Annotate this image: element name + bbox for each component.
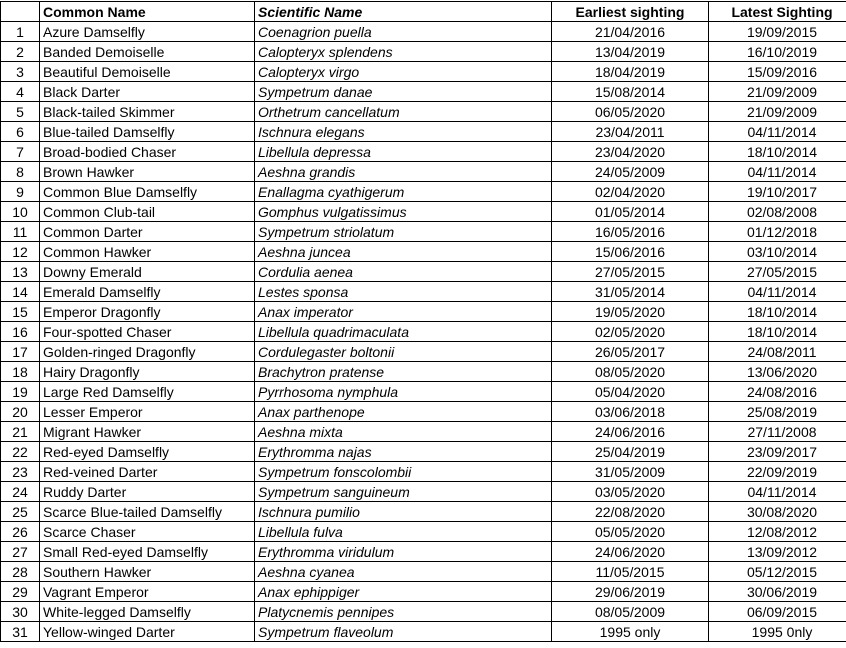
common-name-cell: Golden-ringed Dragonfly [40, 342, 255, 362]
table-row [1, 542, 846, 562]
earliest-sighting-cell: 02/05/2020 [552, 322, 709, 342]
common-name-cell: Red-veined Darter [40, 462, 255, 482]
row-number: 11 [1, 222, 40, 242]
common-name-cell: Common Club-tail [40, 202, 255, 222]
earliest-sighting-cell: 15/08/2014 [552, 82, 709, 102]
earliest-sighting-cell: 31/05/2009 [552, 462, 709, 482]
scientific-name-cell: Cordulegaster boltonii [255, 342, 552, 362]
earliest-sighting-cell: 1995 only [552, 622, 709, 642]
common-name-cell: Migrant Hawker [40, 422, 255, 442]
table-row [1, 242, 846, 262]
row-number: 21 [1, 422, 40, 442]
scientific-name-cell: Ischnura pumilio [255, 502, 552, 522]
table-row [1, 222, 846, 242]
common-name-cell: Brown Hawker [40, 162, 255, 182]
scientific-name-cell: Lestes sponsa [255, 282, 552, 302]
common-name-cell: Lesser Emperor [40, 402, 255, 422]
common-name-cell: Scarce Blue-tailed Damselfly [40, 502, 255, 522]
latest-sighting-cell: 12/08/2012 [709, 522, 846, 542]
common-name-cell: Common Hawker [40, 242, 255, 262]
common-name-cell: Large Red Damselfly [40, 382, 255, 402]
common-name-cell: Banded Demoiselle [40, 42, 255, 62]
row-number: 26 [1, 522, 40, 542]
common-name-cell: Azure Damselfly [40, 22, 255, 42]
table-row [1, 202, 846, 222]
header-scientific-name: Scientific Name [255, 2, 552, 22]
row-number: 19 [1, 382, 40, 402]
table-row [1, 342, 846, 362]
scientific-name-cell: Anax parthenope [255, 402, 552, 422]
table-row [1, 82, 846, 102]
earliest-sighting-cell: 25/04/2019 [552, 442, 709, 462]
row-number: 25 [1, 502, 40, 522]
table-body [1, 22, 846, 642]
common-name-cell: Black-tailed Skimmer [40, 102, 255, 122]
table-row [1, 182, 846, 202]
scientific-name-cell: Libellula depressa [255, 142, 552, 162]
common-name-cell: Southern Hawker [40, 562, 255, 582]
earliest-sighting-cell: 03/06/2018 [552, 402, 709, 422]
earliest-sighting-cell: 24/05/2009 [552, 162, 709, 182]
row-number: 1 [1, 22, 40, 42]
scientific-name-cell: Pyrrhosoma nymphula [255, 382, 552, 402]
common-name-cell: Downy Emerald [40, 262, 255, 282]
latest-sighting-cell: 02/08/2008 [709, 202, 846, 222]
row-number: 16 [1, 322, 40, 342]
row-number: 15 [1, 302, 40, 322]
sightings-table [0, 1, 846, 642]
row-number: 9 [1, 182, 40, 202]
row-number: 14 [1, 282, 40, 302]
scientific-name-cell: Cordulia aenea [255, 262, 552, 282]
earliest-sighting-cell: 18/04/2019 [552, 62, 709, 82]
earliest-sighting-cell: 23/04/2011 [552, 122, 709, 142]
earliest-sighting-cell: 03/05/2020 [552, 482, 709, 502]
table-row [1, 422, 846, 442]
earliest-sighting-cell: 26/05/2017 [552, 342, 709, 362]
latest-sighting-cell: 04/11/2014 [709, 282, 846, 302]
table-row [1, 482, 846, 502]
earliest-sighting-cell: 23/04/2020 [552, 142, 709, 162]
row-number: 31 [1, 622, 40, 642]
latest-sighting-cell: 24/08/2016 [709, 382, 846, 402]
latest-sighting-cell: 27/11/2008 [709, 422, 846, 442]
table-row [1, 562, 846, 582]
row-number: 27 [1, 542, 40, 562]
earliest-sighting-cell: 06/05/2020 [552, 102, 709, 122]
row-number: 3 [1, 62, 40, 82]
earliest-sighting-cell: 22/08/2020 [552, 502, 709, 522]
latest-sighting-cell: 04/11/2014 [709, 122, 846, 142]
earliest-sighting-cell: 11/05/2015 [552, 562, 709, 582]
scientific-name-cell: Anax ephippiger [255, 582, 552, 602]
common-name-cell: Black Darter [40, 82, 255, 102]
latest-sighting-cell: 01/12/2018 [709, 222, 846, 242]
latest-sighting-cell: 19/09/2015 [709, 22, 846, 42]
table-row [1, 362, 846, 382]
latest-sighting-cell: 18/10/2014 [709, 142, 846, 162]
table-row [1, 462, 846, 482]
row-number: 8 [1, 162, 40, 182]
latest-sighting-cell: 25/08/2019 [709, 402, 846, 422]
earliest-sighting-cell: 05/05/2020 [552, 522, 709, 542]
table-row [1, 42, 846, 62]
latest-sighting-cell: 04/11/2014 [709, 482, 846, 502]
table-row [1, 602, 846, 622]
row-number: 4 [1, 82, 40, 102]
scientific-name-cell: Sympetrum sanguineum [255, 482, 552, 502]
scientific-name-cell: Aeshna cyanea [255, 562, 552, 582]
latest-sighting-cell: 05/12/2015 [709, 562, 846, 582]
earliest-sighting-cell: 02/04/2020 [552, 182, 709, 202]
scientific-name-cell: Sympetrum fonscolombii [255, 462, 552, 482]
common-name-cell: Red-eyed Damselfly [40, 442, 255, 462]
scientific-name-cell: Calopteryx splendens [255, 42, 552, 62]
row-number: 24 [1, 482, 40, 502]
earliest-sighting-cell: 27/05/2015 [552, 262, 709, 282]
scientific-name-cell: Coenagrion puella [255, 22, 552, 42]
latest-sighting-cell: 30/06/2019 [709, 582, 846, 602]
row-number: 10 [1, 202, 40, 222]
table-row [1, 622, 846, 642]
row-number: 28 [1, 562, 40, 582]
table-row [1, 22, 846, 42]
scientific-name-cell: Ischnura elegans [255, 122, 552, 142]
common-name-cell: Emperor Dragonfly [40, 302, 255, 322]
scientific-name-cell: Aeshna grandis [255, 162, 552, 182]
latest-sighting-cell: 23/09/2017 [709, 442, 846, 462]
table-row [1, 522, 846, 542]
latest-sighting-cell: 22/09/2019 [709, 462, 846, 482]
earliest-sighting-cell: 19/05/2020 [552, 302, 709, 322]
scientific-name-cell: Platycnemis pennipes [255, 602, 552, 622]
latest-sighting-cell: 06/09/2015 [709, 602, 846, 622]
table-row [1, 302, 846, 322]
common-name-cell: Common Blue Damselfly [40, 182, 255, 202]
common-name-cell: Hairy Dragonfly [40, 362, 255, 382]
scientific-name-cell: Aeshna mixta [255, 422, 552, 442]
row-number: 7 [1, 142, 40, 162]
row-number: 23 [1, 462, 40, 482]
header-earliest-sighting: Earliest sighting [552, 2, 709, 22]
row-number: 18 [1, 362, 40, 382]
scientific-name-cell: Libellula fulva [255, 522, 552, 542]
common-name-cell: Four-spotted Chaser [40, 322, 255, 342]
table-row [1, 322, 846, 342]
scientific-name-cell: Sympetrum flaveolum [255, 622, 552, 642]
latest-sighting-cell: 16/10/2019 [709, 42, 846, 62]
table-row [1, 262, 846, 282]
header-common-name: Common Name [40, 2, 255, 22]
table-row [1, 162, 846, 182]
table-row [1, 282, 846, 302]
latest-sighting-cell: 13/06/2020 [709, 362, 846, 382]
table-header [1, 2, 846, 22]
earliest-sighting-cell: 01/05/2014 [552, 202, 709, 222]
common-name-cell: Ruddy Darter [40, 482, 255, 502]
table-row [1, 582, 846, 602]
common-name-cell: Scarce Chaser [40, 522, 255, 542]
table-row [1, 402, 846, 422]
row-number: 30 [1, 602, 40, 622]
latest-sighting-cell: 15/09/2016 [709, 62, 846, 82]
scientific-name-cell: Sympetrum striolatum [255, 222, 552, 242]
scientific-name-cell: Libellula quadrimaculata [255, 322, 552, 342]
table-row [1, 122, 846, 142]
earliest-sighting-cell: 24/06/2020 [552, 542, 709, 562]
common-name-cell: Beautiful Demoiselle [40, 62, 255, 82]
latest-sighting-cell: 04/11/2014 [709, 162, 846, 182]
header-latest-sighting: Latest Sighting [709, 2, 846, 22]
row-number: 22 [1, 442, 40, 462]
table-row [1, 442, 846, 462]
scientific-name-cell: Gomphus vulgatissimus [255, 202, 552, 222]
earliest-sighting-cell: 08/05/2020 [552, 362, 709, 382]
row-number: 13 [1, 262, 40, 282]
earliest-sighting-cell: 15/06/2016 [552, 242, 709, 262]
header-number [1, 2, 40, 22]
table-row [1, 502, 846, 522]
common-name-cell: Emerald Damselfly [40, 282, 255, 302]
earliest-sighting-cell: 31/05/2014 [552, 282, 709, 302]
latest-sighting-cell: 03/10/2014 [709, 242, 846, 262]
scientific-name-cell: Erythromma najas [255, 442, 552, 462]
scientific-name-cell: Sympetrum danae [255, 82, 552, 102]
latest-sighting-cell: 21/09/2009 [709, 82, 846, 102]
common-name-cell: Yellow-winged Darter [40, 622, 255, 642]
table-row [1, 102, 846, 122]
scientific-name-cell: Enallagma cyathigerum [255, 182, 552, 202]
common-name-cell: White-legged Damselfly [40, 602, 255, 622]
row-number: 12 [1, 242, 40, 262]
latest-sighting-cell: 19/10/2017 [709, 182, 846, 202]
latest-sighting-cell: 21/09/2009 [709, 102, 846, 122]
common-name-cell: Broad-bodied Chaser [40, 142, 255, 162]
latest-sighting-cell: 18/10/2014 [709, 302, 846, 322]
common-name-cell: Blue-tailed Damselfly [40, 122, 255, 142]
scientific-name-cell: Orthetrum cancellatum [255, 102, 552, 122]
latest-sighting-cell: 18/10/2014 [709, 322, 846, 342]
earliest-sighting-cell: 05/04/2020 [552, 382, 709, 402]
scientific-name-cell: Brachytron pratense [255, 362, 552, 382]
scientific-name-cell: Aeshna juncea [255, 242, 552, 262]
common-name-cell: Small Red-eyed Damselfly [40, 542, 255, 562]
row-number: 29 [1, 582, 40, 602]
latest-sighting-cell: 27/05/2015 [709, 262, 846, 282]
row-number: 5 [1, 102, 40, 122]
earliest-sighting-cell: 21/04/2016 [552, 22, 709, 42]
scientific-name-cell: Erythromma viridulum [255, 542, 552, 562]
latest-sighting-cell: 24/08/2011 [709, 342, 846, 362]
row-number: 17 [1, 342, 40, 362]
table-row [1, 62, 846, 82]
table-row [1, 142, 846, 162]
earliest-sighting-cell: 08/05/2009 [552, 602, 709, 622]
scientific-name-cell: Anax imperator [255, 302, 552, 322]
header-row [1, 2, 846, 22]
latest-sighting-cell: 13/09/2012 [709, 542, 846, 562]
common-name-cell: Common Darter [40, 222, 255, 242]
latest-sighting-cell: 30/08/2020 [709, 502, 846, 522]
common-name-cell: Vagrant Emperor [40, 582, 255, 602]
earliest-sighting-cell: 24/06/2016 [552, 422, 709, 442]
row-number: 20 [1, 402, 40, 422]
row-number: 6 [1, 122, 40, 142]
latest-sighting-cell: 1995 0nly [709, 622, 846, 642]
earliest-sighting-cell: 29/06/2019 [552, 582, 709, 602]
table-row [1, 382, 846, 402]
earliest-sighting-cell: 16/05/2016 [552, 222, 709, 242]
scientific-name-cell: Calopteryx virgo [255, 62, 552, 82]
earliest-sighting-cell: 13/04/2019 [552, 42, 709, 62]
row-number: 2 [1, 42, 40, 62]
